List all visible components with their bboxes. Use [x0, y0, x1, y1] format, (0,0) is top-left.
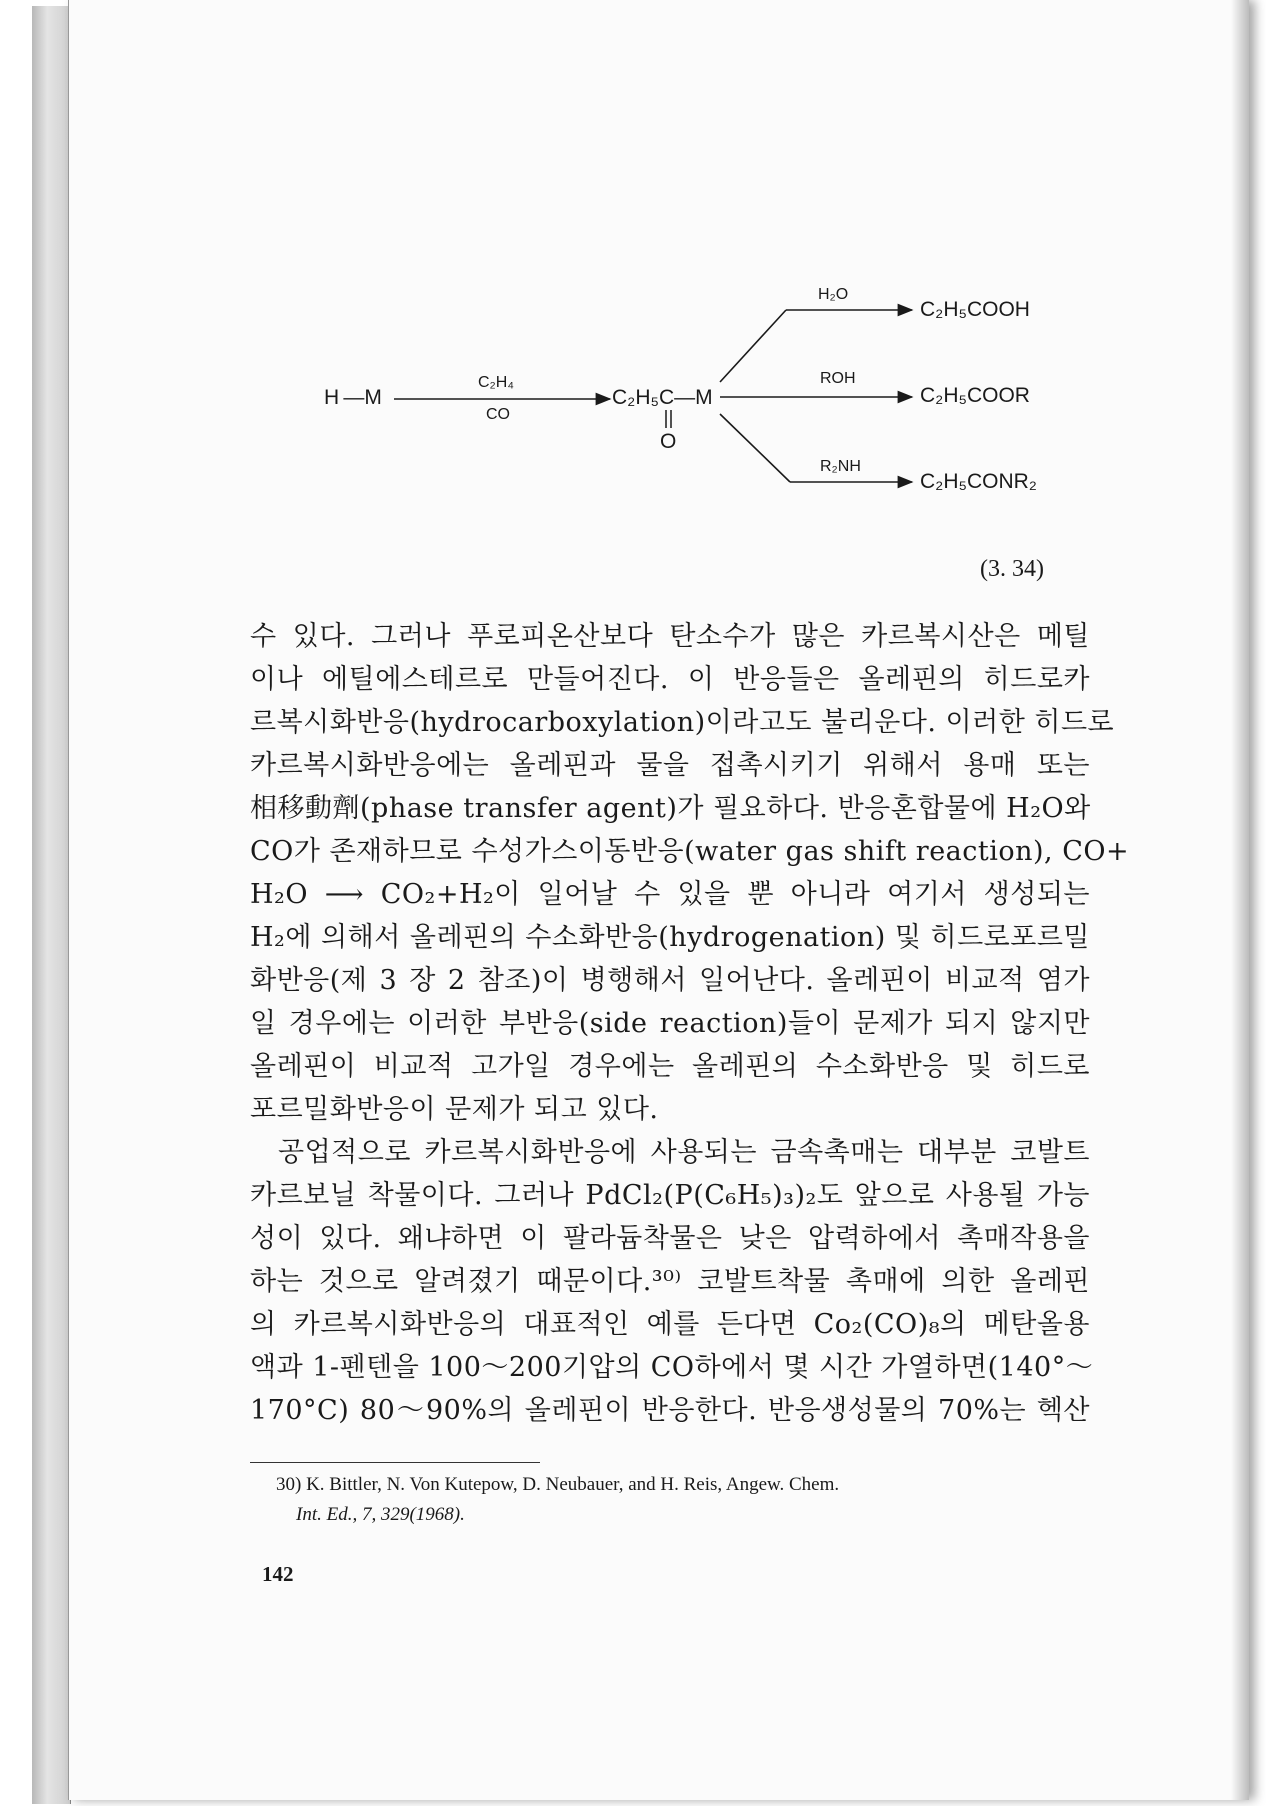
text-line: 카르복시화반응에는 올레핀과 물을 접촉시키기 위해서 용매 또는: [250, 750, 1090, 781]
footnote-line: 30) K. Bittler, N. Von Kutepow, D. Neubauer, and H. Reis, Angew. Chem.: [276, 1474, 840, 1495]
hydride-metal: H —M: [324, 386, 382, 409]
book-spine-edge: [32, 6, 71, 1804]
text-line: 相移動劑(phase transfer agent)가 필요하다. 반응혼합물에 H₂O와: [250, 793, 1091, 824]
text-line: 이나 에틸에스테르로 만들어진다. 이 반응들은 올레핀의 히드로카: [250, 664, 1090, 695]
page-shadow: [1231, 0, 1249, 1800]
product-amide: C₂H₅CONR₂: [920, 470, 1037, 493]
text-line: H₂O ⟶ CO₂+H₂이 일어날 수 있을 뿐 아니라 여기서 생성되는: [250, 879, 1090, 910]
text-line: 공업적으로 카르복시화반응에 사용되는 금속촉매는 대부분 코발트: [278, 1137, 1090, 1168]
text-line: 일 경우에는 이러한 부반응(side reaction)들이 문제가 되지 않지만: [250, 1008, 1090, 1039]
product-propionic-acid: C₂H₅COOH: [920, 298, 1030, 321]
text-line: 카르보닐 착물이다. 그러나 PdCl₂(P(C₆H₅)₃)₂도 앞으로 사용될 가능: [250, 1180, 1090, 1211]
text-line: H₂에 의해서 올레핀의 수소화반응(hydrogenation) 및 히드로포르밀: [250, 922, 1090, 953]
arrow-reagent-bottom: CO: [486, 406, 510, 423]
text-line: 액과 1-펜텐을 100～200기압의 CO하에서 몇 시간 가열하면(140°～: [250, 1352, 1094, 1383]
text-line: 올레핀이 비교적 고가일 경우에는 올레핀의 수소화반응 및 히드로: [250, 1051, 1090, 1082]
text-line: 하는 것으로 알려졌기 때문이다.³⁰⁾ 코발트착물 촉매에 의한 올레핀: [250, 1266, 1090, 1297]
arrow-reagent-top: C₂H₄: [478, 374, 514, 391]
footnote: [276, 1470, 1096, 1530]
text-line: 의 카르복시화반응의 대표적인 예를 든다면 Co₂(CO)₈의 메탄올용: [250, 1309, 1090, 1340]
carbonyl-oxygen: O: [660, 430, 677, 453]
text-line: 포르밀화반응이 문제가 되고 있다.: [250, 1094, 659, 1125]
branch-reagent-amine: R₂NH: [820, 458, 861, 475]
text-line: 화반응(제 3 장 2 참조)이 병행해서 일어난다. 올레핀이 비교적 염가: [250, 965, 1090, 996]
text-line: 수 있다. 그러나 푸로피온산보다 탄소수가 많은 카르복시산은 메틸: [250, 621, 1090, 652]
footnote-divider: [250, 1462, 540, 1463]
text-line: CO가 존재하므로 수성가스이동반응(water gas shift reaction), CO+: [250, 836, 1130, 867]
branch-reagent-water: H₂O: [818, 286, 849, 303]
reaction-scheme: [310, 270, 1090, 510]
equation-number: (3. 34): [980, 556, 1044, 582]
footnote-line: Int. Ed., 7, 329(1968).: [296, 1504, 465, 1525]
text-line: 170°C) 80～90%의 올레핀이 반응한다. 반응생성물의 70%는 헥산: [250, 1395, 1090, 1426]
product-ester: C₂H₅COOR: [920, 384, 1030, 407]
page-number: 142: [262, 1562, 294, 1586]
body-text: [250, 615, 1130, 1432]
branch-reagent-alcohol: ROH: [820, 370, 856, 387]
text-line: 르복시화반응(hydrocarboxylation)이라고도 불리운다. 이러한 히드로: [250, 707, 1115, 738]
acyl-metal-intermediate: C₂H₅C—M: [612, 386, 713, 409]
text-line: 성이 있다. 왜냐하면 이 팔라듐착물은 낮은 압력하에서 촉매작용을: [250, 1223, 1090, 1254]
